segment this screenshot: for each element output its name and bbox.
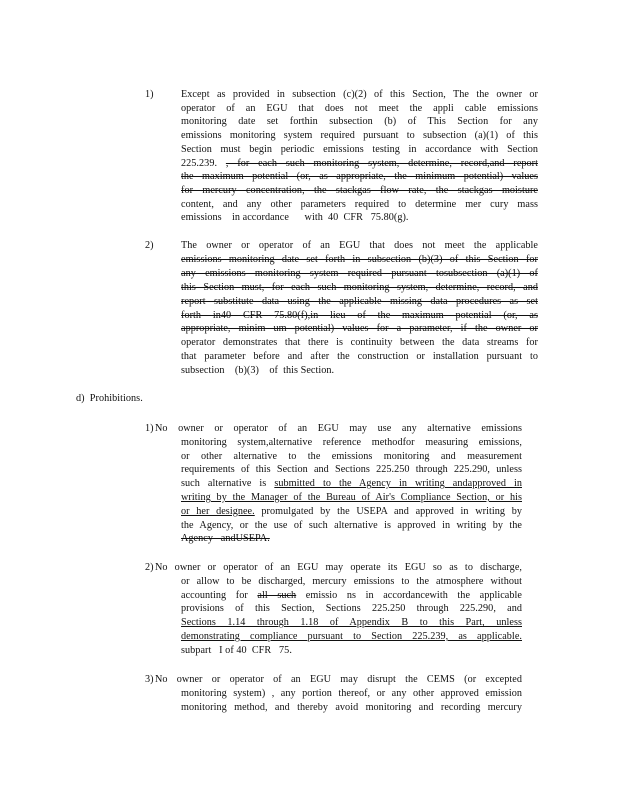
text-line bbox=[181, 603, 522, 615]
text-run: Section must begin periodic emissions testing in accordance with Section bbox=[181, 143, 538, 155]
text-line bbox=[181, 323, 538, 335]
text-line bbox=[181, 506, 522, 518]
text-line bbox=[181, 337, 538, 349]
text-run: that parameter before and after the construction or installation pursuant to bbox=[181, 351, 538, 363]
item-1-number: 1) bbox=[145, 89, 154, 100]
struck-text: any emissions monitoring system required pursuant tosubsection (a)(1) of bbox=[181, 267, 538, 279]
text-run: 225.239. bbox=[181, 157, 226, 169]
inserted-text: Sections 1.14 through 1.18 of Appendix B to this Part, unless bbox=[181, 617, 522, 629]
text-line bbox=[155, 562, 522, 574]
text-run: emissions in accordance with 40 CFR 75.80(g). bbox=[181, 212, 409, 224]
text-run: No owner or operator of an EGU may use any alternative emissions bbox=[155, 423, 522, 434]
text-run: requirements of this Section and Sections 225.250 through 225.290, unless bbox=[181, 464, 522, 476]
text-run: emissio ns in accordancewith the applicable bbox=[296, 589, 522, 601]
text-line bbox=[181, 645, 292, 657]
text-line bbox=[181, 702, 522, 714]
inserted-text: writing by the Manager of the Bureau of Air's Compliance Section, or his bbox=[181, 492, 522, 503]
text-run: content, and any other parameters required to determine mer cury mass bbox=[181, 198, 538, 210]
text-run: or allow to be discharged, mercury emissions to the atmosphere without bbox=[181, 575, 522, 587]
text-line bbox=[181, 103, 538, 115]
text-line bbox=[181, 492, 522, 504]
text-run: operator of an EGU that does not meet the appli cable emissions bbox=[181, 102, 538, 114]
struck-text: emissions monitoring date set forth in subsection (b)(3) of this Section for bbox=[181, 253, 538, 265]
text-line bbox=[181, 268, 538, 280]
text-line bbox=[181, 464, 522, 476]
text-line bbox=[181, 282, 538, 294]
text-line bbox=[181, 130, 538, 142]
struck-text: this Section must, for each such monitoring system, determine, record, and bbox=[181, 281, 538, 293]
text-line bbox=[155, 674, 522, 686]
struck-text: the maximum potential (or, as appropriate, the minimum potential) values bbox=[181, 171, 538, 183]
text-run: Except as provided in subsection (c)(2) of this Section, The the owner or bbox=[181, 89, 538, 100]
prohibition-1-number: 1) bbox=[145, 423, 154, 434]
text-line bbox=[181, 688, 522, 700]
text-line bbox=[181, 478, 522, 490]
struck-text: appropriate, minim um potential) values for a parameter, if the owner or bbox=[181, 323, 538, 335]
text-line bbox=[181, 617, 522, 629]
text-line bbox=[181, 310, 538, 322]
text-line bbox=[181, 171, 538, 183]
struck-text: for mercury concentration, the stackgas flow rate, the stackgas moisture bbox=[181, 184, 538, 196]
inserted-text: submitted to the Agency in writing andapproved in bbox=[274, 478, 522, 490]
text-run: monitoring date set forthin subsection (b) of This Section for any bbox=[181, 116, 538, 128]
text-line bbox=[181, 296, 538, 308]
text-line bbox=[181, 116, 538, 128]
text-line bbox=[181, 89, 538, 101]
text-run: promulgated by the USEPA and approved in writing by bbox=[254, 505, 522, 517]
struck-text: Agency andUSEPA. bbox=[181, 533, 270, 545]
text-line bbox=[181, 185, 538, 197]
text-run: monitoring method, and thereby avoid monitoring and recording mercury bbox=[181, 701, 522, 713]
struck-text: forth in40 CFR 75.80(f),in lieu of the maximum potential (or, as bbox=[181, 309, 538, 321]
struck-text: report substitute data using the applicable missing data procedures as set bbox=[181, 295, 538, 307]
text-line bbox=[181, 365, 334, 377]
text-run: or other alternative to the emissions monitoring and measurement bbox=[181, 450, 522, 462]
text-line bbox=[181, 199, 538, 211]
text-line bbox=[181, 437, 522, 449]
text-line bbox=[181, 144, 538, 156]
inserted-text: demonstrating compliance pursuant to Section 225.239, as applicable. bbox=[181, 631, 522, 642]
text-line bbox=[181, 451, 522, 463]
text-line bbox=[181, 520, 522, 532]
item-2-number: 2) bbox=[145, 240, 154, 251]
text-run: the Agency, or the use of such alternative is approved in writing by the bbox=[181, 519, 522, 531]
inserted-text: or her designee. bbox=[181, 505, 255, 517]
text-line bbox=[181, 158, 538, 170]
text-run: emissions monitoring system required pursuant to subsection (a)(1) of this bbox=[181, 130, 538, 142]
text-run: operator demonstrates that there is continuity between the data streams for bbox=[181, 337, 538, 349]
text-run: accounting for bbox=[181, 589, 258, 601]
text-run: No owner or operator of an EGU may disrupt the CEMS (or excepted bbox=[155, 674, 522, 685]
text-run: subpart I of 40 CFR 75. bbox=[181, 644, 292, 656]
text-line bbox=[181, 254, 538, 266]
struck-text: all such bbox=[257, 589, 297, 601]
text-run: subsection (b)(3) of this Section. bbox=[181, 365, 335, 377]
text-line bbox=[181, 576, 522, 588]
section-d-heading: d) Prohibitions. bbox=[76, 393, 143, 404]
text-line bbox=[155, 423, 522, 435]
text-line bbox=[181, 590, 522, 602]
text-run: such alternative is bbox=[181, 478, 275, 490]
text-run: The owner or operator of an EGU that does not meet the applicable bbox=[181, 240, 538, 251]
struck-text: , for each such monitoring system, determine, record,and report bbox=[225, 157, 539, 169]
prohibition-2-number: 2) bbox=[145, 562, 154, 573]
text-line bbox=[181, 631, 522, 643]
text-run: provisions of this Section, Sections 225.250 through 225.290, and bbox=[181, 603, 522, 615]
text-run: No owner or operator of an EGU may operate its EGU so as to discharge, bbox=[155, 562, 522, 573]
text-line bbox=[181, 351, 538, 363]
text-line bbox=[181, 533, 270, 545]
text-line bbox=[181, 240, 538, 252]
text-run: monitoring system,alternative reference methodfor measuring emissions, bbox=[181, 436, 522, 448]
text-run: monitoring system) , any portion thereof, or any other approved emission bbox=[181, 687, 522, 699]
prohibition-3-number: 3) bbox=[145, 674, 154, 685]
text-line bbox=[181, 212, 409, 224]
